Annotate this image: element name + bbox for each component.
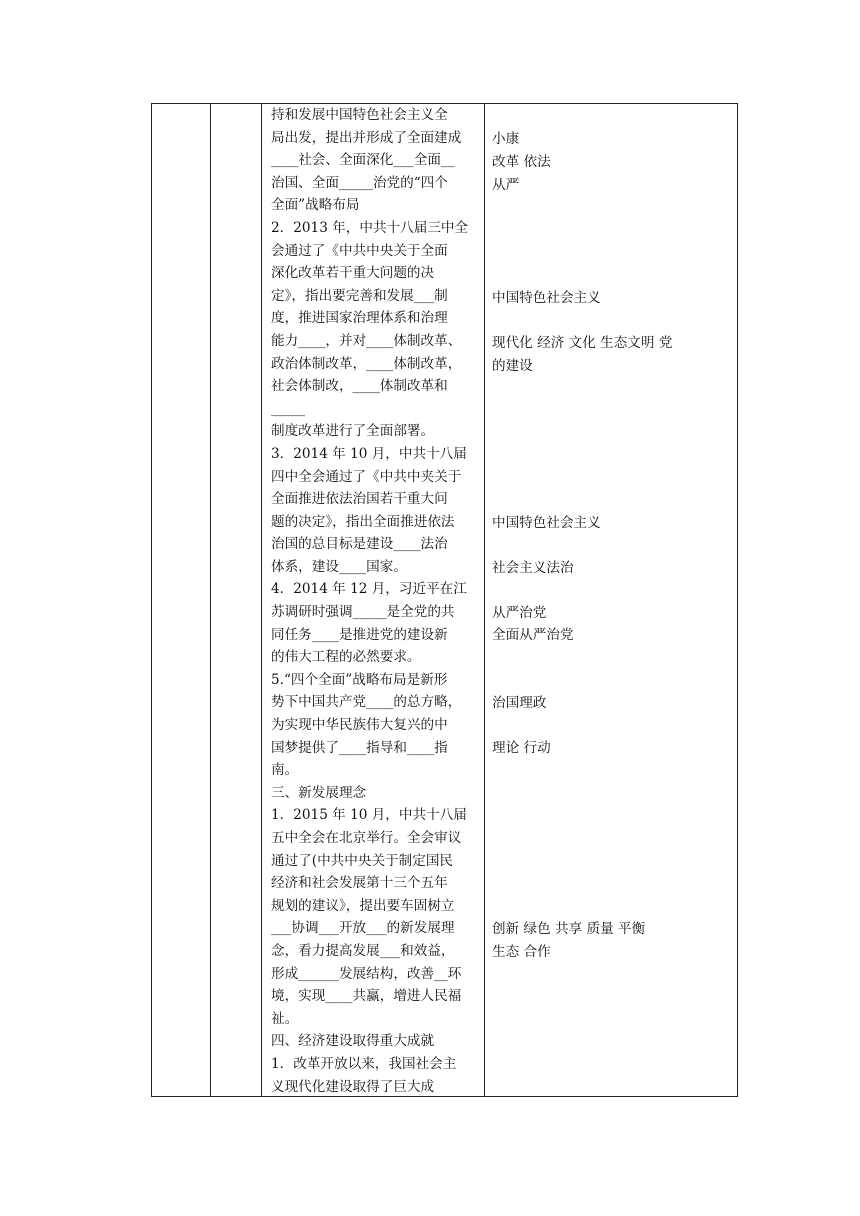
answer-line: 从严治党 [492, 605, 547, 621]
question-line: ___协调___开放___的新发展理 [271, 920, 455, 937]
question-line: 义现代化建设取得了巨大成 [271, 1078, 435, 1095]
answer-line: 的建设 [492, 358, 533, 374]
question-line: 4．2014 年 12 月，习近平在江 [271, 581, 467, 598]
question-line: 1．2015 年 10 月，中共十八届 [271, 807, 467, 824]
question-line: 为实现中华民族伟大复兴的中 [271, 717, 448, 734]
question-line: 体系，建设____国家。 [271, 558, 407, 575]
question-line: 深化改革若干重大问题的决 [271, 265, 435, 282]
question-line: ____社会、全面深化___全面__ [271, 152, 455, 169]
question-line: 全面”战略布局 [271, 197, 360, 214]
question-line: 势下中国共产党____的总方略， [271, 694, 462, 711]
question-line: 制度改革进行了全面部署。 [271, 423, 435, 440]
question-column [268, 104, 491, 1098]
question-line: 能力____，并对____体制改革、 [271, 332, 462, 349]
question-line: 3．2014 年 10 月，中共十八届 [271, 445, 467, 462]
question-line: 政治体制改革，____体制改革， [271, 355, 462, 372]
question-line: 祉。 [271, 1010, 299, 1027]
question-line: 四、经济建设取得重大成就 [271, 1033, 435, 1050]
question-line: 2．2013 年，中共十八届三中全 [271, 219, 469, 236]
answer-line: 改革 依法 [492, 154, 551, 170]
answer-line: 创新 绿色 共享 质量 平衡 [492, 921, 646, 937]
answer-line: 中国特色社会主义 [492, 515, 601, 531]
question-line: 会通过了《中共中央关于全面 [271, 242, 448, 259]
question-line: 定》，指出要完善和发展___制 [271, 287, 448, 304]
question-line: 全面推进依法治国若干重大问 [271, 491, 448, 508]
question-line: 题的决定》，指出全面推进依法 [271, 513, 455, 530]
column-divider [261, 104, 262, 1096]
question-line: 境，实现____共赢，增进人民福 [271, 988, 462, 1005]
question-line: 五中全会在北京举行。全会审议 [271, 830, 462, 846]
question-line: 治国、全面_____治党的“四个 [271, 174, 448, 191]
question-line: 苏调研时强调_____是全党的共 [271, 604, 455, 621]
question-line: 规划的建议》，提出要车固树立 [271, 897, 455, 914]
question-line: 度，推进国家治理体系和治理 [271, 310, 448, 327]
answer-line: 理论 行动 [492, 740, 551, 756]
question-line: 社会体制改，____体制改革和 [271, 378, 448, 395]
question-line: 四中全会通过了《中共中夹关于 [271, 468, 462, 485]
answer-line: 全面从严治党 [492, 627, 574, 643]
question-line: 三、新发展理念 [271, 784, 367, 801]
answer-line: 社会主义法治 [492, 560, 574, 576]
column-divider [210, 104, 211, 1096]
worksheet-table [151, 103, 738, 1097]
question-line: 形成______发展结构，改善__环 [271, 965, 462, 982]
answer-line: 生态 合作 [492, 944, 551, 960]
question-line: 1．改革开放以来，我国社会主 [271, 1055, 457, 1072]
answer-line: 从严 [492, 177, 520, 193]
question-line: 经济和社会发展第十三个五年 [271, 875, 448, 892]
question-line: 5.“四个全面”战略布局是新形 [271, 671, 448, 688]
answer-line: 中国特色社会主义 [492, 290, 601, 306]
question-line: _____ [271, 400, 305, 417]
question-line: 局出发，提出并形成了全面建成 [271, 129, 462, 146]
question-line: 念，看力提高发展___和效益， [271, 942, 455, 959]
answer-line: 小康 [492, 131, 520, 147]
question-line: 持和发展中国特色社会主义全 [271, 107, 448, 123]
question-line: 治国的总目标是建设____法治 [271, 536, 448, 553]
question-line: 南。 [271, 762, 299, 779]
answer-line: 治国理政 [492, 695, 547, 711]
question-line: 同任务____是推进党的建设新 [271, 626, 448, 643]
question-line: 通过了(中共中央关于制定国民 [271, 852, 454, 869]
question-line: 的伟大工程的必然要求。 [271, 649, 421, 666]
question-line: 国梦提供了____指导和____指 [271, 739, 448, 756]
answer-line: 现代化 经济 文化 生态文明 党 [492, 335, 673, 351]
